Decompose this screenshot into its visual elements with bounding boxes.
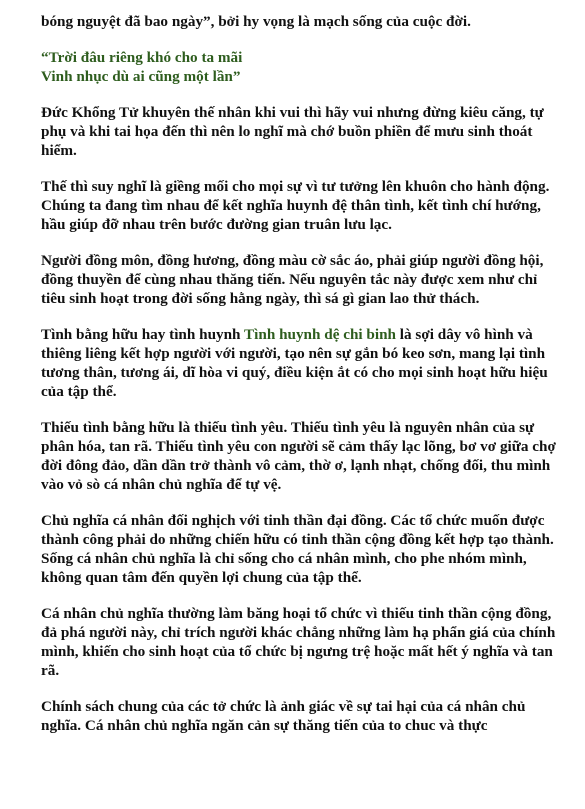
paragraph-2-line-a: Thế thì suy nghĩ là giềng mối cho mọi sự vì tư tưởng lên khuôn cho hành động.	[41, 178, 550, 195]
quote-line-1: “Trời đâu riêng khó cho ta mãi	[41, 49, 243, 66]
quote-line-2: Vinh nhục dù ai cũng một lần”	[41, 68, 241, 85]
paragraph-4-post: là sợi dây vô hình và thiêng liêng kết hợp người với người, tạo nên sự gắn bó keo sơn, mang lại tình tương thân, tương ái, dĩ hòa vi quý, điều kiện ắt có cho mọi sinh hoạt hữu hiệu của tập thể.	[41, 326, 548, 400]
paragraph-4-highlight: Tình huynh dệ chi binh	[244, 326, 396, 343]
paragraph-0: bóng nguyệt đã bao ngày”, bởi hy vọng là mạch sống của cuộc đời.	[41, 13, 471, 30]
document-page	[41, 12, 561, 752]
paragraph-4	[41, 325, 561, 401]
paragraph-2-line-b: Chúng ta đang tìm nhau để kết nghĩa huynh đệ thân tình, kết tình chí hướng, hầu giúp đỡ nhau trên bước đường gian truân lưu lạc.	[41, 197, 541, 233]
paragraph-1: Đức Khổng Tử khuyên thế nhân khi vui thì hãy vui nhưng đừng kiêu căng, tự phụ và khi tai họa đến thì nên lo nghĩ mà chớ buồn phiền để mưu sinh thoát hiểm.	[41, 104, 544, 159]
paragraph-2	[41, 177, 561, 234]
paragraph-6: Chủ nghĩa cá nhân đối nghịch với tinh thần đại đồng. Các tổ chức muốn được thành công phải do những chiến hữu có tinh thần cộng đồng kết hợp tạo thành. Sống cá nhân chủ nghĩa là chỉ sống cho cá nhân mình, cho phe nhóm mình, không quan tâm đến quyền lợi chung của tập thể.	[41, 512, 554, 586]
paragraph-8: Chính sách chung của các tở chức là ảnh giác về sự tai hại của cá nhân chủ nghĩa. Cá nhân chủ nghĩa ngăn cản sự thăng tiến của to chuc và thực	[41, 698, 526, 734]
paragraph-3: Người đồng môn, đồng hương, đồng màu cờ sắc áo, phải giúp người đồng hội, đồng thuyền để cùng nhau thăng tiến. Nếu nguyên tắc này được xem như chỉ tiêu sinh hoạt trong đời sống hằng ngày, thì sá gì gian lao thử thách.	[41, 252, 544, 307]
paragraph-4-pre: Tình bằng hữu hay tình huynh	[41, 326, 245, 343]
paragraph-7: Cá nhân chủ nghĩa thường làm băng hoại tổ chức vì thiếu tinh thần cộng đồng, đả phá người này, chỉ trích người khác chẳng những làm hạ phẩn giá của chính mình, khiến cho sinh hoạt của tổ chức bị ngưng trệ hoặc mất hết ý nghĩa và tan rã.	[41, 605, 556, 679]
paragraph-5: Thiếu tình bằng hữu là thiếu tình yêu. Thiếu tình yêu là nguyên nhân của sự phân hóa, tan rã. Thiếu tình yêu con người sẽ cảm thấy lạc lõng, bơ vơ giữa chợ đời đông đảo, dần dần trở thành vô cảm, thờ ơ, lạnh nhạt, chống đối, thu mình vào vỏ sò cá nhân chủ nghĩa để tự vệ.	[41, 419, 556, 493]
quote-block	[41, 48, 561, 86]
